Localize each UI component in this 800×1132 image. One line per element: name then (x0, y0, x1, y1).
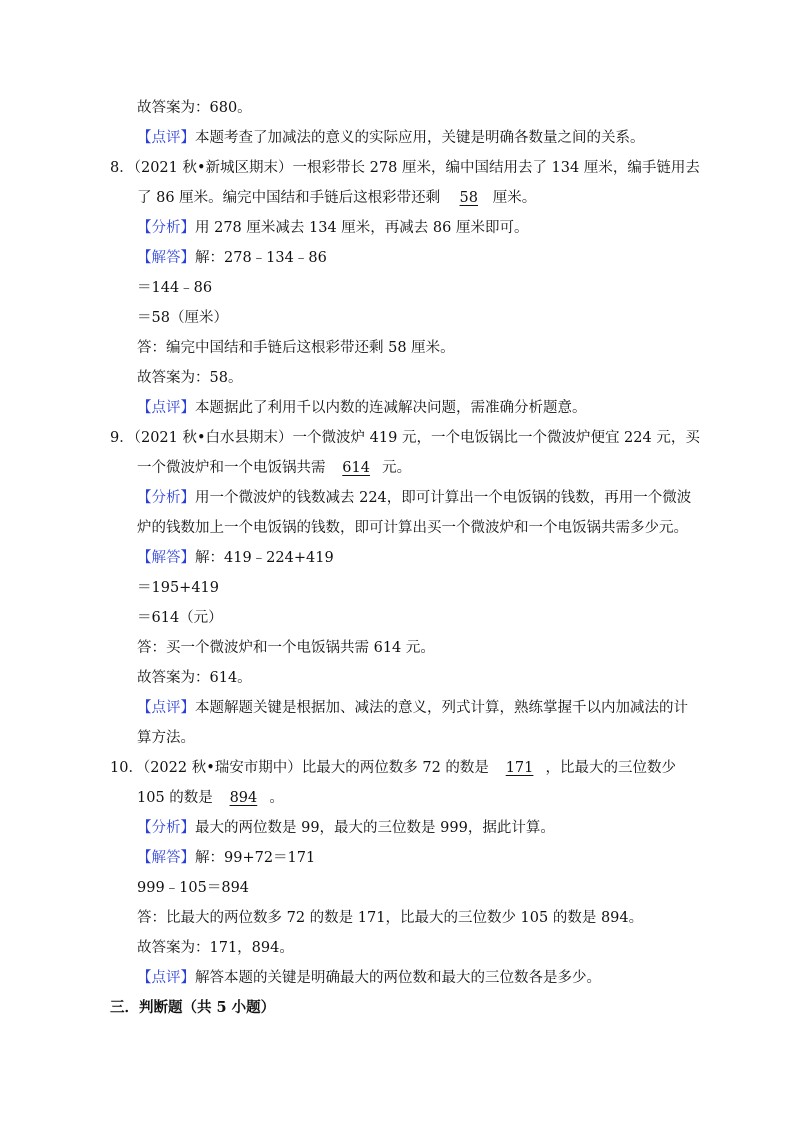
q8-stem-line2 (137, 188, 536, 208)
stem-text: 105 的数是 (137, 790, 213, 806)
q10-stem-line2 (137, 788, 284, 808)
review-tag: 【点评】 (137, 400, 195, 416)
answer-blank-1: 171 (505, 760, 534, 776)
answer-blank-2: 894 (229, 790, 258, 806)
solution-text: 解：419﹣224+419 (195, 550, 334, 566)
analysis-tag: 【分析】 (137, 490, 195, 506)
review-text: 本题考查了加减法的意义的实际应用，关键是明确各数量之间的关系。 (195, 130, 645, 146)
answer-blank: 58 (459, 190, 478, 206)
stem-text: 厘米。 (492, 190, 537, 206)
q9-step1: ＝195+419 (137, 580, 220, 596)
analysis-tag: 【分析】 (137, 820, 195, 836)
q9-analysis-line2: 炉的钱数加上一个电饭锅的钱数，即可计算出买一个微波炉和一个电饭锅共需多少元。 (137, 520, 688, 536)
q9-analysis-line1 (137, 488, 691, 508)
q9-answer-line: 故答案为：614。 (137, 670, 252, 686)
solution-text: 解：99+72＝171 (195, 850, 316, 866)
q9-step2: ＝614（元） (137, 610, 223, 626)
q10-review (137, 968, 601, 988)
q9-stem-line1 (110, 428, 700, 448)
stem-text: （2021 秋•白水县期末）一个微波炉 419 元，一个电饭锅比一个微波炉便宜 224 元，买 (133, 430, 700, 446)
q8-reply: 答：编完中国结和手链后这根彩带还剩 58 厘米。 (137, 340, 455, 356)
stem-text: ，比最大的三位数少 (545, 760, 677, 776)
q8-solution (137, 248, 327, 268)
q10-step1: 999﹣105＝894 (137, 880, 250, 896)
q9-review-line2: 算方法。 (137, 730, 195, 746)
analysis-text: 用 278 厘米减去 134 厘米，再减去 86 厘米即可。 (195, 220, 529, 236)
review-text: 本题解题关键是根据加、减法的意义，列式计算，熟练掌握千以内加减法的计 (195, 700, 688, 716)
stem-text: （2022 秋•瑞安市期中）比最大的两位数多 72 的数是 (142, 760, 489, 776)
analysis-text: 用一个微波炉的钱数减去 224，即可计算出一个电饭锅的钱数，再用一个微波 (195, 490, 692, 506)
stem-text: 一个微波炉和一个电饭锅共需 (137, 460, 326, 476)
q8-step2: ＝58（厘米） (137, 310, 228, 326)
solution-tag: 【解答】 (137, 550, 195, 566)
q9-stem-line2 (137, 458, 411, 478)
q7-answer-line: 故答案为：680。 (137, 100, 252, 116)
solution-text: 解：278﹣134﹣86 (195, 250, 327, 266)
review-tag: 【点评】 (137, 700, 195, 716)
q9-solution (137, 548, 334, 568)
solution-tag: 【解答】 (137, 250, 195, 266)
q10-analysis (137, 818, 555, 838)
stem-text: （2021 秋•新城区期末）一根彩带长 278 厘米，编中国结用去了 134 厘米，编手链用去 (133, 160, 700, 176)
solution-tag: 【解答】 (137, 850, 195, 866)
q8-analysis (137, 218, 528, 238)
q8-review (137, 398, 587, 418)
stem-text: 。 (269, 790, 284, 806)
analysis-text: 最大的两位数是 99，最大的三位数是 999，据此计算。 (195, 820, 555, 836)
stem-text: 元。 (382, 460, 412, 476)
q10-answer-line: 故答案为：171，894。 (137, 940, 294, 956)
stem-text: 了 86 厘米。编完中国结和手链后这根彩带还剩 (137, 190, 441, 206)
q10-stem-line1 (110, 758, 676, 778)
q7-review (137, 128, 645, 148)
question-number: 9． (110, 430, 134, 446)
q10-reply: 答：比最大的两位数多 72 的数是 171，比最大的三位数少 105 的数是 894。 (137, 910, 644, 926)
review-text: 解答本题的关键是明确最大的两位数和最大的三位数各是多少。 (195, 970, 601, 986)
q10-solution (137, 848, 315, 868)
question-number: 8． (110, 160, 134, 176)
section-heading: 三．判断题（共 5 小题） (110, 999, 276, 1016)
analysis-tag: 【分析】 (137, 220, 195, 236)
q9-reply: 答：买一个微波炉和一个电饭锅共需 614 元。 (137, 640, 435, 656)
q9-review-line1 (137, 698, 688, 718)
review-text: 本题据此了利用千以内数的连减解决问题，需准确分析题意。 (195, 400, 587, 416)
q8-stem-line1 (110, 158, 700, 178)
q8-step1: ＝144﹣86 (137, 280, 213, 296)
review-tag: 【点评】 (137, 130, 195, 146)
question-number: 10． (110, 760, 143, 776)
q8-answer-line: 故答案为：58。 (137, 370, 243, 386)
answer-blank: 614 (342, 460, 370, 476)
review-tag: 【点评】 (137, 970, 195, 986)
